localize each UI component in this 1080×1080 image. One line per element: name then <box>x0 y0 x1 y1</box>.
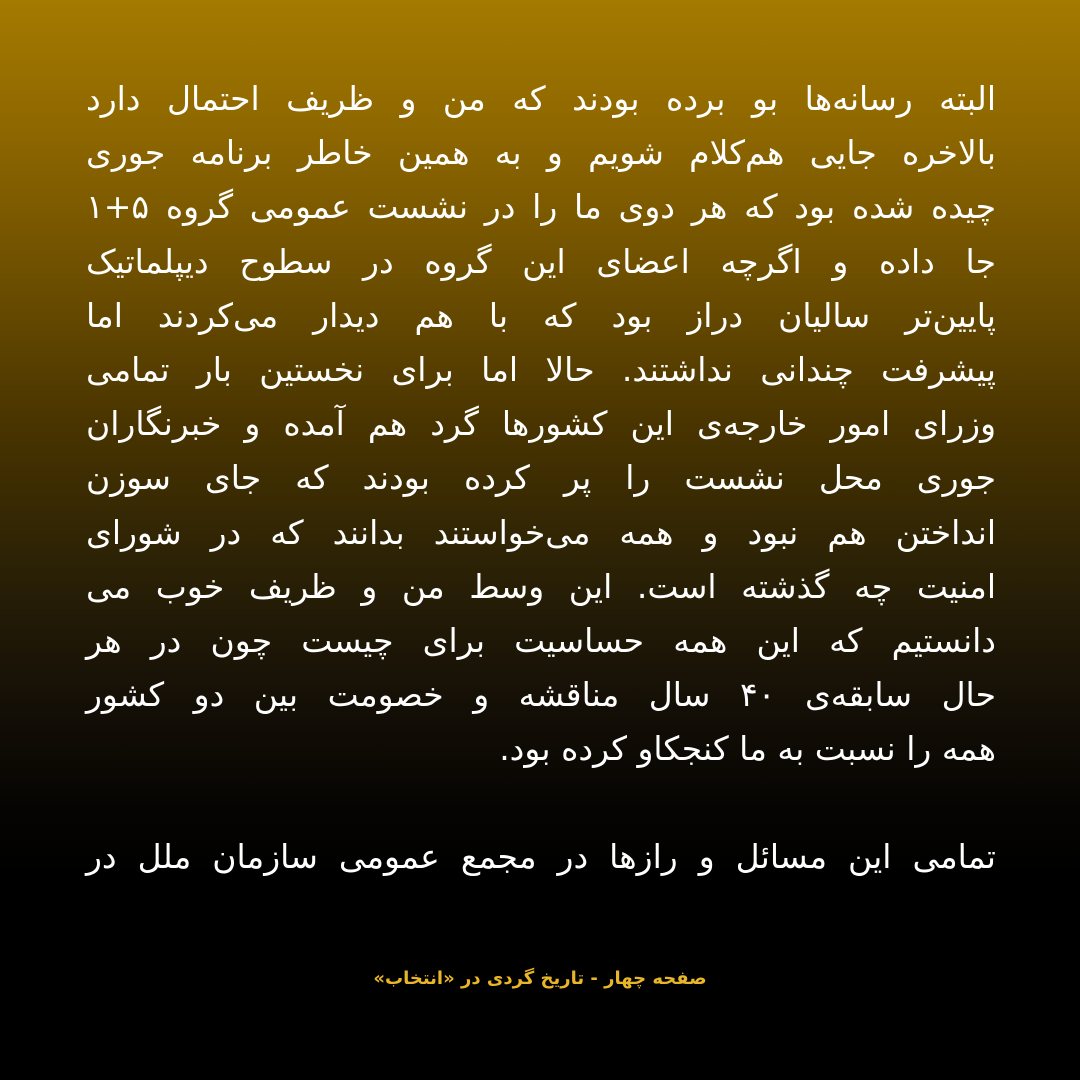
text-line: حال سابقه‌ی ۴۰ سال مناقشه و خصومت بین دو کشور <box>86 675 996 715</box>
text-line: پایین‌تر سالیان دراز بود که با هم دیدار می‌کردند اما <box>86 295 996 335</box>
text-line: البته رسانه‌ها بو برده بودند که من و ظریف احتمال دارد <box>86 79 996 118</box>
text-line: چیده شده بود که هر دوی ما را در نشست عمومی گروه ۵+۱ <box>86 187 996 227</box>
text-line: پیشرفت چندانی نداشتند. حالا اما برای نخستین بار تمامی <box>86 349 996 389</box>
text-line: دانستیم که این همه حساسیت برای چیست چون در هر <box>86 620 996 660</box>
text-line: جا داده و اگرچه اعضای این گروه در سطوح دیپلماتیک <box>86 241 996 281</box>
text-line: وزرای امور خارجه‌ی این کشورها گرد هم آمده و خبرنگاران <box>86 404 996 444</box>
article-paragraph-2 <box>86 830 996 884</box>
text-line: جوری محل نشست را پر کرده بودند که جای سوزن <box>86 458 996 498</box>
text-line: انداختن هم نبود و همه می‌خواستند بدانند که در شورای <box>86 512 996 552</box>
article-paragraph-1 <box>86 72 996 776</box>
text-line: همه را نسبت به ما کنجکاو کرده بود. <box>499 729 996 769</box>
text-line: تمامی این مسائل و رازها در مجمع عمومی سازمان ملل در <box>86 837 996 877</box>
text-line: بالاخره جایی هم‌کلام شویم و به همین خاطر برنامه جوری <box>86 133 996 173</box>
page-caption: صفحه چهار - تاریخ گردی در «انتخاب» <box>373 968 707 989</box>
article-body <box>86 72 996 885</box>
text-line: امنیت چه گذشته است. این وسط من و ظریف خوب می <box>86 566 996 606</box>
